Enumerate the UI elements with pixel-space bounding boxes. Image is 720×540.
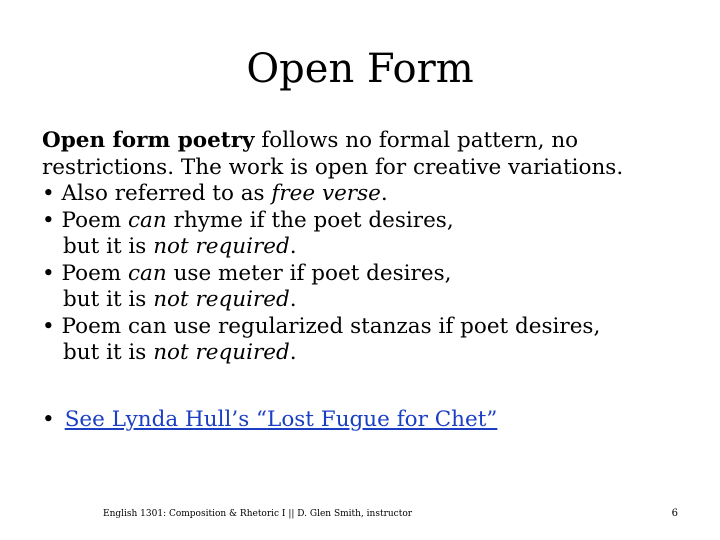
bullet-rhyme [42,208,702,235]
bullet-stanzas-continuation [42,340,702,367]
bullet-emphasis: can [128,260,167,286]
lost-fugue-link[interactable]: See Lynda Hull’s “Lost Fugue for Chet” [64,407,498,432]
bullet-text-end: rhyme if the poet desires, [166,207,454,233]
continuation-emphasis: not required [153,287,290,312]
bullet-emphasis: can [128,207,167,233]
slide-title: Open Form [246,46,474,92]
continuation-text: but it is [63,234,154,259]
bullet-meter [42,261,702,288]
bullet-marker: • [42,313,62,339]
bullet-stanzas [42,314,702,341]
slide-body [42,128,702,367]
intro-line-1 [42,128,702,155]
link-bullet-marker: • [42,407,55,432]
bullet-marker: • [42,207,62,233]
bullet-emphasis: free verse [271,181,381,206]
continuation-end: . [289,234,297,259]
bullet-text: Poem can use regularized stanzas if poet desires, [61,313,601,339]
bullet-text: Poem [61,207,129,233]
bullet-text: Poem [61,260,129,286]
bullet-text-end: . [380,181,388,206]
continuation-end: . [289,287,297,312]
link-bullet [42,406,497,434]
bullet-rhyme-continuation [42,234,702,261]
bullet-text: Also referred to as [61,181,272,206]
intro-line-2: restrictions. The work is open for creative variations. [42,154,624,180]
continuation-text: but it is [63,287,154,312]
continuation-text: but it is [63,340,154,365]
slide-footer: English 1301: Composition & Rhetoric I || D. Glen Smith, instructor [103,509,413,519]
bullet-free-verse [42,181,702,208]
bullet-marker: • [42,181,62,206]
bullet-text-end: use meter if poet desires, [166,260,452,286]
continuation-emphasis: not required [153,340,290,365]
page-number: 6 [671,508,678,519]
bullet-meter-continuation [42,287,702,314]
bullet-marker: • [42,260,62,286]
intro-term: Open form poetry [42,128,255,153]
intro-rest: follows no formal pattern, no [254,128,579,153]
continuation-emphasis: not required [153,234,290,259]
continuation-end: . [289,340,297,365]
